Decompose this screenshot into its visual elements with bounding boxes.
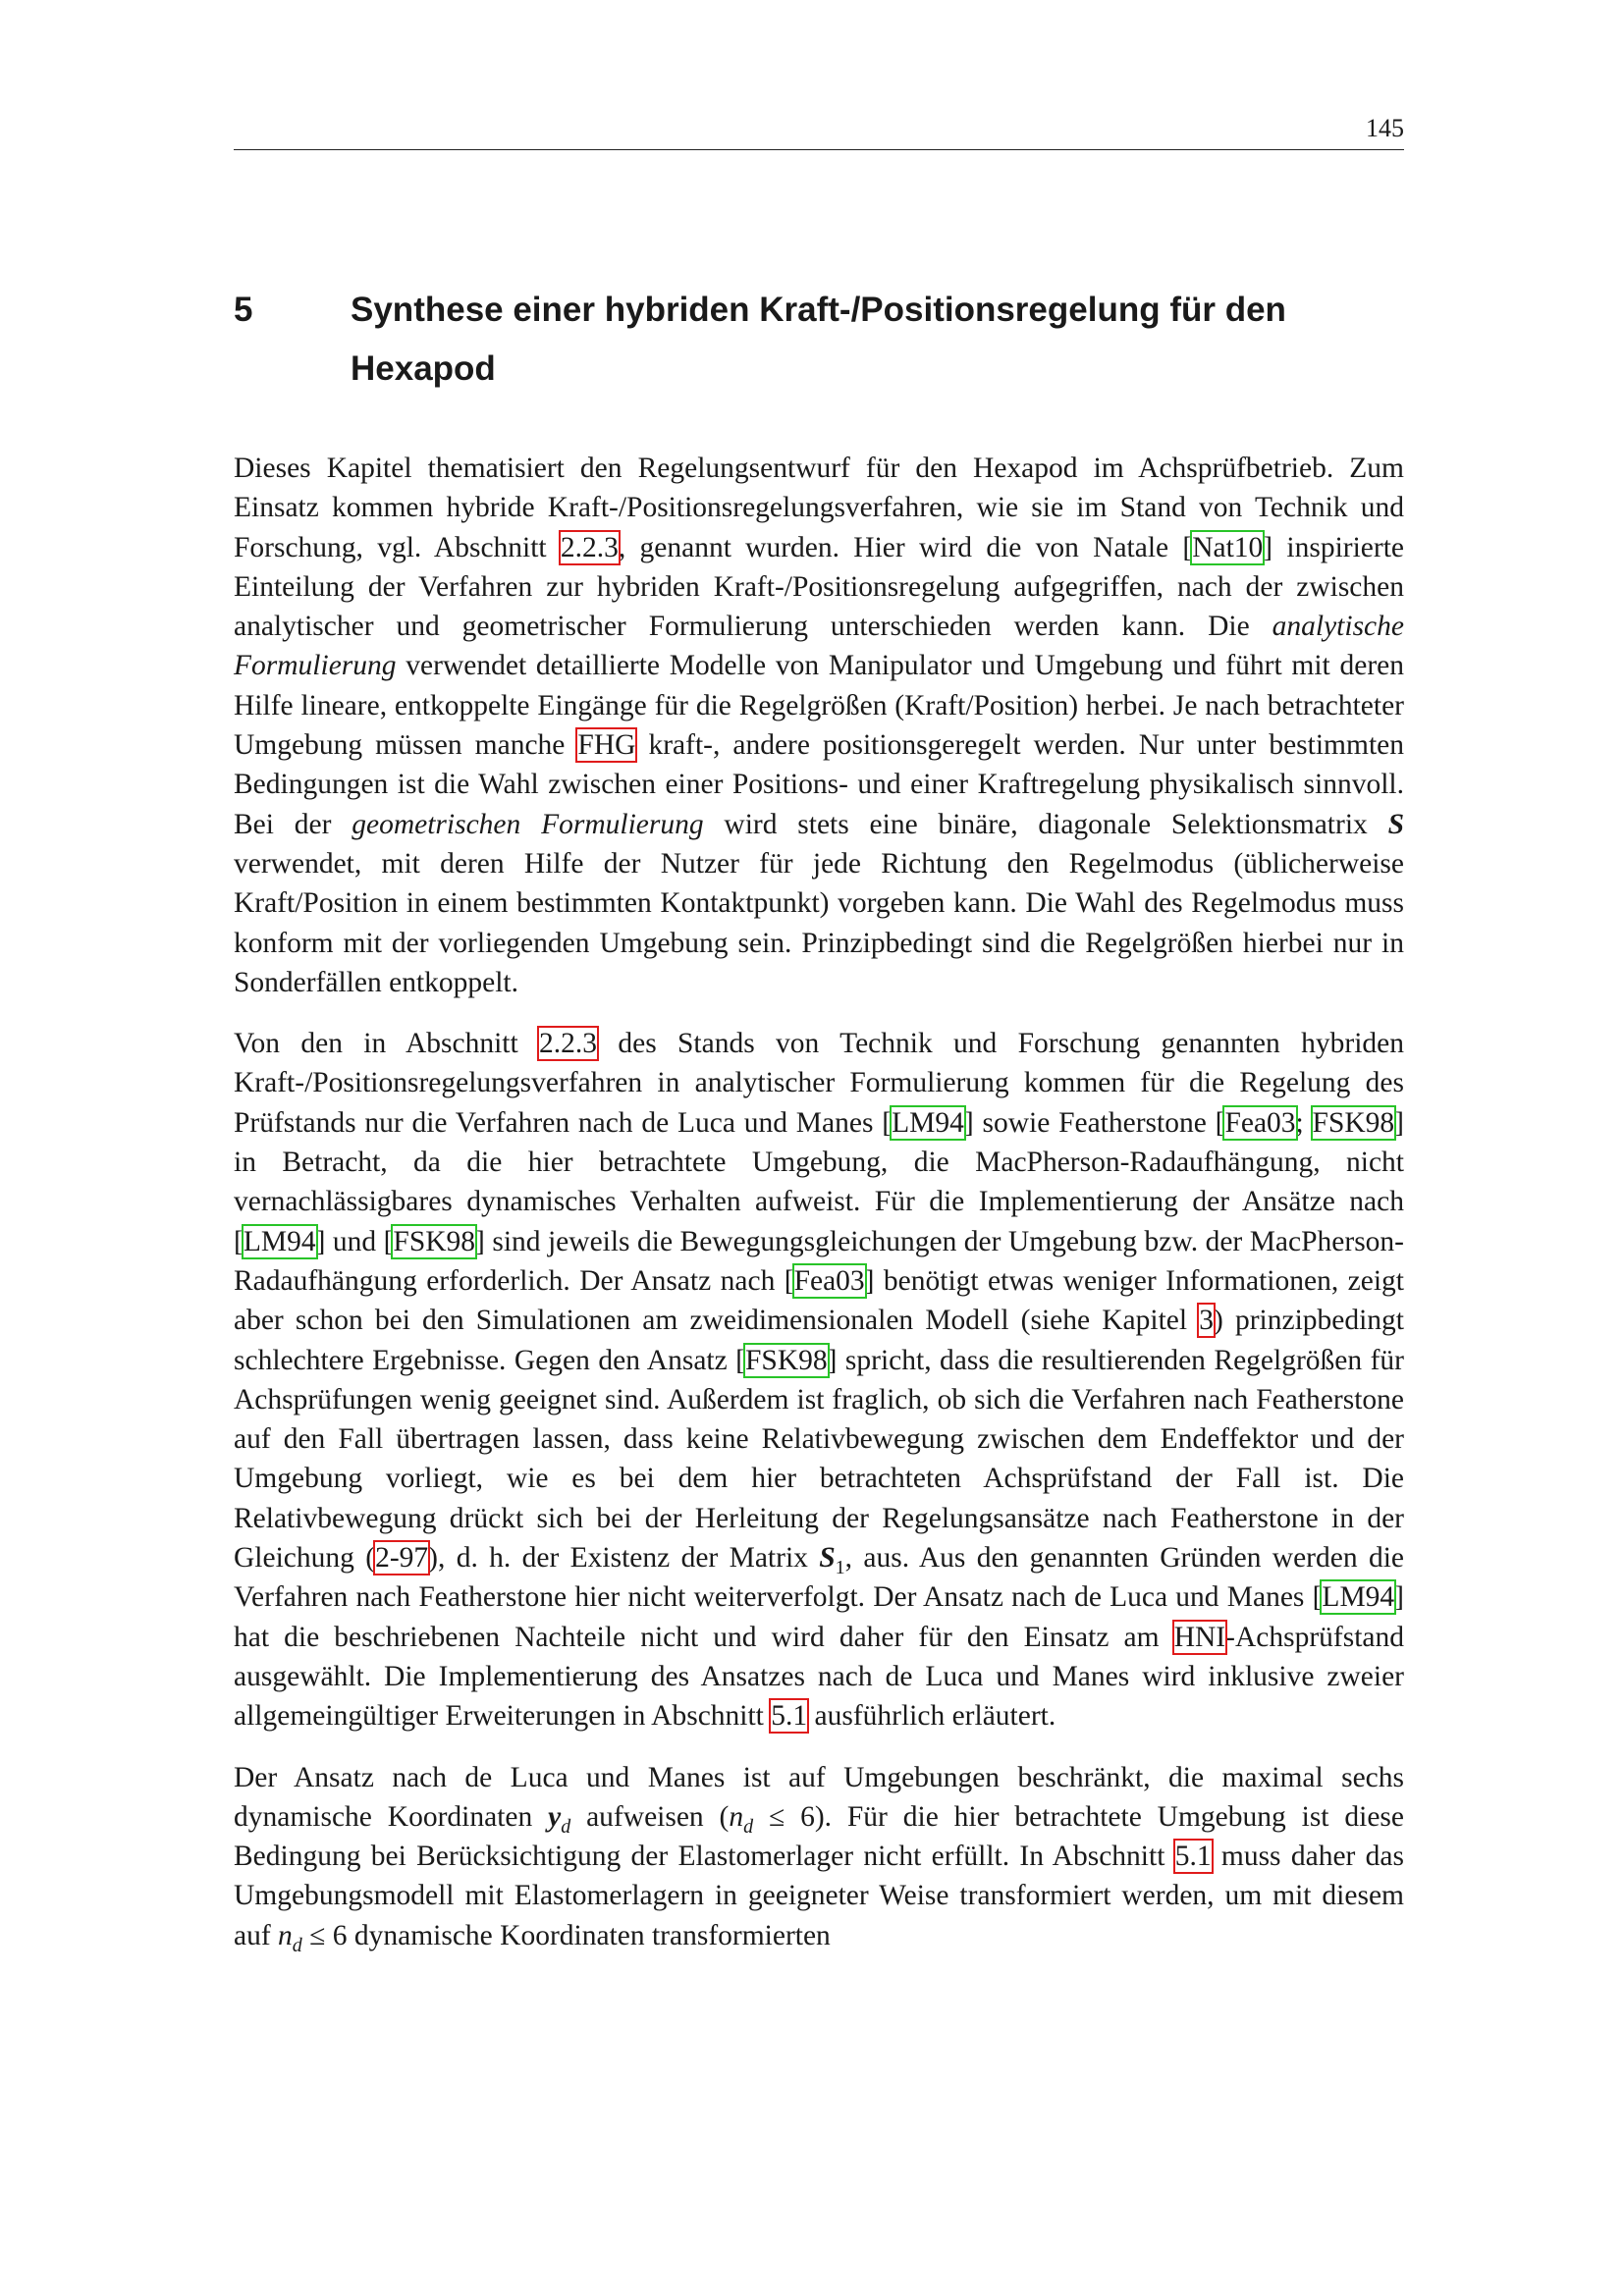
citation-link-fsk98[interactable]: FSK98: [393, 1225, 476, 1257]
section-link-2-2-3[interactable]: 2.2.3: [560, 531, 619, 563]
text: muss daher das Umgebungsmodell mit Elastomerlagern in geeigneter Weise transformiert werden, um mit diesem auf: [234, 1841, 1404, 1951]
math-n: n: [729, 1800, 744, 1833]
text: ausführlich erläutert.: [807, 1700, 1056, 1733]
paragraph-1: [234, 449, 1404, 1002]
text: ] hat die beschriebenen Nachteile nicht und wird daher für den Einsatz am: [234, 1581, 1404, 1653]
math-matrix-s1: S: [819, 1542, 836, 1575]
citation-link-nat10[interactable]: Nat10: [1192, 531, 1264, 563]
chapter-link-3[interactable]: 3: [1199, 1305, 1214, 1337]
chapter-title-line-2: Hexapod: [351, 349, 496, 388]
paragraph-3: [234, 1758, 1404, 1955]
text: ] in Betracht, da die hier betrachtete Umgebung, die MacPherson-Radaufhängung, nicht vernachlässigbares dynamisches Verhalten aufweist. Für die Implementierung der Ansätze nach [: [234, 1106, 1404, 1257]
section-link-5-1[interactable]: 5.1: [1174, 1841, 1212, 1873]
equation-link-2-97[interactable]: 2-97: [375, 1542, 429, 1575]
emphasis-analytische-formulierung: analytische Formulierung: [234, 611, 1404, 682]
chapter-number: 5: [234, 291, 253, 329]
text: ] spricht, dass die resultierenden Regelgrößen für Achsprüfungen wenig geeignet sind. Außerdem ist fraglich, ob sich die Verfahren nach Featherstone auf den Fall übertragen lassen, dass keine Relativbewegung zwischen dem Endeffektor und der Umgebung vorliegt, wie es bei dem hier betrachteten Achsprüfstand der Fall ist. Die Relativbewegung drückt sich bei der Herleitung der Regelungsansätze nach Featherstone in der Gleichung (: [234, 1344, 1405, 1575]
text: Dieses Kapitel thematisiert den Regelungsentwurf für den Hexapod im Achsprüfbetrieb. Zum Einsatz kommen hybride Kraft-/Positionsregelungsverfahren, wie sie im Stand von Technik und Forschung, vgl. Abschnitt: [234, 453, 1404, 563]
text: ) prinzipbedingt schlechtere Ergebnisse. Gegen den Ansatz [: [234, 1305, 1404, 1376]
text: ] sowie Featherstone [: [963, 1106, 1225, 1139]
chapter-title-line-1: Synthese einer hybriden Kraft-/Positionsregelung für den: [351, 291, 1286, 329]
citation-link-fea03[interactable]: Fea03: [793, 1264, 865, 1297]
text: ] sind jeweils die Bewegungsgleichungen der Umgebung bzw. der MacPherson-Radaufhängung erforderlich. Der Ansatz nach [: [234, 1225, 1405, 1297]
page-number: 145: [1366, 114, 1404, 142]
citation-link-lm94[interactable]: LM94: [1322, 1581, 1395, 1614]
glossary-link-fhg[interactable]: FHG: [577, 729, 636, 762]
section-link-5-1[interactable]: 5.1: [771, 1700, 808, 1733]
text: ≤ 6). Für die hier betrachtete Umgebung ist diese Bedingung bei Berücksichtigung der Elastomerlager nicht erfüllt. In Abschnitt: [234, 1800, 1404, 1873]
text: ] und [: [315, 1225, 394, 1257]
text: Von den in Abschnitt: [234, 1028, 540, 1060]
text: Der Ansatz nach de Luca und Manes ist auf Umgebungen beschränkt, die maximal sechs dynamische Koordinaten: [234, 1761, 1404, 1833]
text: ), d. h. der Existenz der Matrix: [428, 1542, 820, 1575]
text: , aus. Aus den genannten Gründen werden die Verfahren nach Featherstone hier nicht weiterverfolgt. Der Ansatz nach de Luca und Manes [: [234, 1542, 1404, 1614]
citation-link-lm94[interactable]: LM94: [243, 1225, 316, 1257]
text: kraft-, andere positionsgeregelt werden. Nur unter bestimmten Bedingungen ist die Wahl zwischen einer Positions- und einer Kraftregelung physikalisch sinnvoll. Bei der: [234, 729, 1404, 840]
paragraph-2: [234, 1024, 1404, 1735]
text: verwendet, mit deren Hilfe der Nutzer für jede Richtung den Regelmodus (üblicherweise Kraft/Position in einem bestimmten Kontaktpunkt) vorgeben kann. Die Wahl des Regelmodus muss konform mit der vorliegenden Umgebung sein. Prinzipbedingt sind die Regelgrößen hierbei nur in Sonderfällen entkoppelt.: [234, 847, 1404, 998]
text: ] inspirierte Einteilung der Verfahren zur hybriden Kraft-/Positionsregelung aufgegriffen, nach der zwischen analytischer und geometrischer Formulierung unterschieden werden kann. Die: [234, 531, 1404, 643]
math-subscript: d: [561, 1815, 571, 1838]
citation-link-fsk98[interactable]: FSK98: [745, 1344, 828, 1376]
text: ≤ 6 dynamische Koordinaten transformierten: [301, 1919, 831, 1951]
math-vector-y: y: [548, 1800, 562, 1833]
math-subscript: d: [743, 1815, 754, 1838]
text: ] benötigt etwas weniger Informationen, zeigt aber schon bei den Simulationen am zweidimensionalen Modell (siehe Kapitel: [234, 1264, 1404, 1337]
emphasis-geometrische-formulierung: geometrischen Formulierung: [352, 808, 704, 840]
citation-link-fea03[interactable]: Fea03: [1224, 1106, 1296, 1139]
text: aufweisen (: [570, 1800, 730, 1833]
section-link-2-2-3[interactable]: 2.2.3: [539, 1028, 598, 1060]
text: des Stands von Technik und Forschung genannten hybriden Kraft-/Positionsregelungsverfahren in analytischer Formulierung kommen für die Regelung des Prüfstands nur die Verfahren nach de Luca und Manes [: [234, 1028, 1404, 1139]
chapter-heading: [234, 281, 1404, 399]
math-n: n: [278, 1919, 293, 1951]
citation-link-fsk98[interactable]: FSK98: [1312, 1106, 1395, 1139]
page-header: [234, 110, 1404, 150]
glossary-link-hni[interactable]: HNI: [1173, 1621, 1226, 1653]
math-matrix-s: S: [1387, 808, 1404, 840]
math-subscript: d: [292, 1934, 302, 1956]
text: , genannt wurden. Hier wird die von Natale [: [618, 531, 1193, 563]
body-text: [234, 449, 1404, 1977]
citation-link-lm94[interactable]: LM94: [892, 1106, 964, 1139]
text: ;: [1295, 1106, 1313, 1139]
math-subscript: 1: [835, 1556, 845, 1578]
text: wird stets eine binäre, diagonale Selektionsmatrix: [703, 808, 1388, 840]
text: verwendet detaillierte Modelle von Manipulator und Umgebung und führt mit deren Hilfe lineare, entkoppelte Eingänge für die Regelgrößen (Kraft/Position) herbei. Je nach betrachteter Umgebung müssen manche: [234, 650, 1404, 762]
text: -Achsprüfstand ausgewählt. Die Implementierung des Ansatzes nach de Luca und Manes wird inklusive zweier allgemeingültiger Erweiterungen in Abschnitt: [234, 1621, 1404, 1733]
